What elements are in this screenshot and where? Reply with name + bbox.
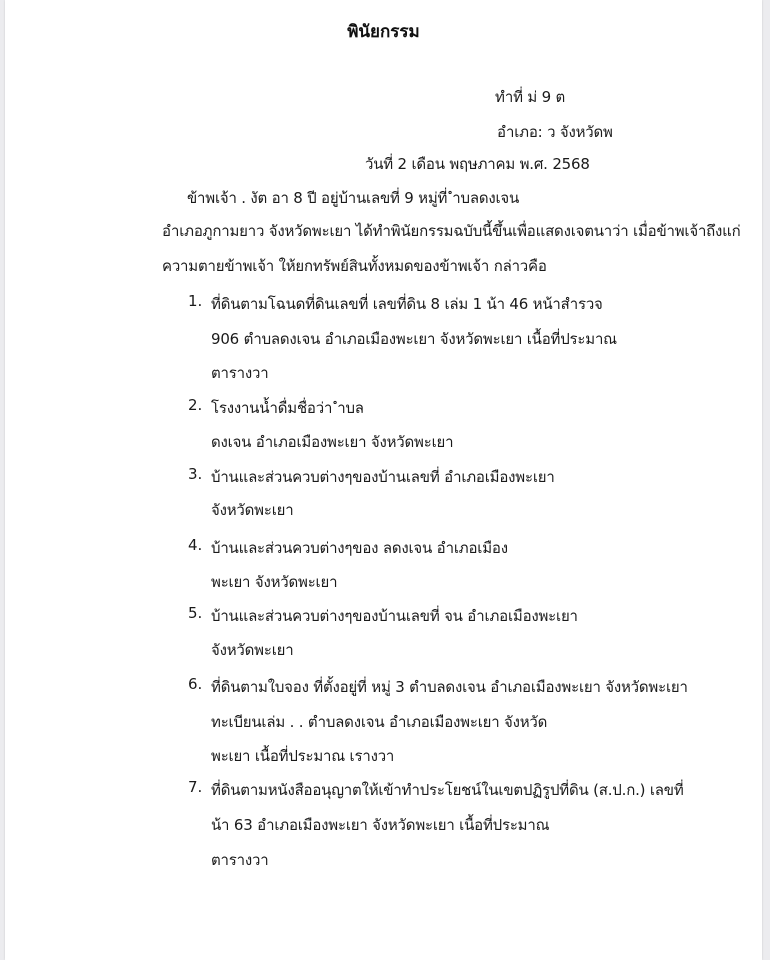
item-line: น้า 63 อำเภอเมืองพะเยา จังหวัดพะเยา เนื้อที่ประมาณ — [211, 816, 550, 834]
intro-line-2: อำเภอภูกามยาว จังหวัดพะเยา ได้ทำพินัยกรรมฉบับนี้ขึ้นเพื่อแสดงเจตนาว่า เมื่อข้าพเจ้าถึงแก่ — [162, 222, 741, 240]
header-district-line: อำเภอ: ว จังหวัดพ — [497, 123, 613, 141]
item-line: ดงเจน อำเภอเมืองพะเยา จังหวัดพะเยา — [211, 433, 454, 451]
document-page — [5, 0, 762, 960]
item-line: พะเยา จังหวัดพะเยา — [211, 573, 338, 591]
item-number: 6. — [188, 675, 203, 693]
item-line: ทะเบียนเล่ม . . ตำบลดงเจน อำเภอเมืองพะเยา จังหวัด — [211, 713, 548, 731]
item-number: 4. — [188, 536, 203, 554]
item-line: จังหวัดพะเยา — [211, 501, 294, 519]
item-number: 7. — [188, 778, 203, 796]
header-place-line: ทำที่ ม่ 9 ต — [495, 88, 566, 106]
document-title: พินัยกรรม — [347, 22, 420, 42]
item-line: จังหวัดพะเยา — [211, 641, 294, 659]
item-number: 1. — [188, 292, 203, 310]
item-line: บ้านและส่วนควบต่างๆของบ้านเลขที่ อำเภอเมืองพะเยา — [211, 468, 555, 486]
item-number: 2. — [188, 396, 203, 414]
header-date-line: วันที่ 2 เดือน พฤษภาคม พ.ศ. 2568 — [365, 155, 590, 173]
item-line: ที่ดินตามใบจอง ที่ตั้งอยู่ที่ หมู่ 3 ตำบลดงเจน อำเภอเมืองพะเยา จังหวัดพะเยา — [211, 678, 688, 696]
item-line: ตารางวา — [211, 851, 269, 869]
item-line: บ้านและส่วนควบต่างๆของบ้านเลขที่ จน อำเภอเมืองพะเยา — [211, 607, 578, 625]
item-number: 3. — [188, 465, 203, 483]
item-line: 906 ตำบลดงเจน อำเภอเมืองพะเยา จังหวัดพะเยา เนื้อที่ประมาณ — [211, 330, 617, 348]
item-line: ที่ดินตามหนังสืออนุญาตให้เข้าทำประโยชน์ในเขตปฏิรูปที่ดิน (ส.ป.ก.) เลขที่ — [211, 781, 684, 799]
item-line: บ้านและส่วนควบต่างๆของ ลดงเจน อำเภอเมือง — [211, 539, 508, 557]
item-line: ที่ดินตามโฉนดที่ดินเลขที่ เลขที่ดิน 8 เล่ม 1 น้า 46 หน้าสำรวจ — [211, 295, 603, 313]
intro-line-3: ความตายข้าพเจ้า ให้ยกทรัพย์สินทั้งหมดของข้าพเจ้า กล่าวคือ — [162, 257, 547, 275]
item-line: โรงงานน้ำดื่มชื่อว่า ำบล — [211, 399, 364, 417]
item-line: พะเยา เนื้อที่ประมาณ เรางวา — [211, 747, 395, 765]
intro-line-1: ข้าพเจ้า . งัต อา 8 ปี อยู่บ้านเลขที่ 9 หมู่ที่ ำบลดงเจน — [187, 189, 520, 207]
item-line: ตารางวา — [211, 364, 269, 382]
item-number: 5. — [188, 604, 203, 622]
